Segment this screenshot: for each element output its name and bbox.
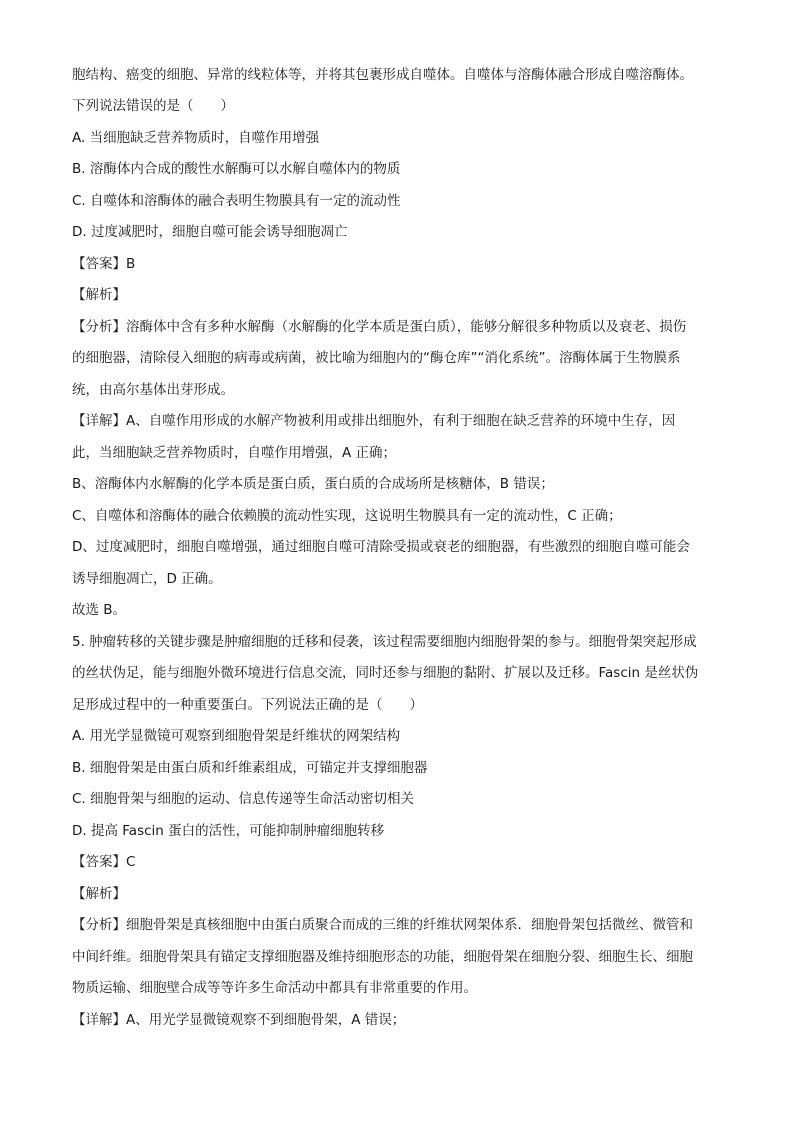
explanation-label: 【解析】	[72, 287, 126, 303]
option-c: C. 自噬体和溶酶体的融合表明生物膜具有一定的流动性	[72, 193, 401, 209]
detail-line: 诱导细胞凋亡，D 正确。	[72, 571, 222, 587]
question-stem: 下列说法错误的是（ ）	[72, 98, 234, 114]
detail-line: 【详解】A、用光学显微镜观察不到细胞骨架，A 错误；	[72, 1012, 406, 1028]
question-5-stem: 的丝状伪足，能与细胞外微环境进行信息交流，同时还参与细胞的黏附、扩展以及迁移。Fascin 是丝状伪	[72, 665, 699, 681]
answer-label: 【答案】C	[72, 854, 136, 870]
question-5-stem: 足形成过程中的一种重要蛋白。下列说法正确的是（ ）	[72, 697, 423, 713]
option-b: B. 溶酶体内合成的酸性水解酶可以水解自噬体内的物质	[72, 161, 401, 177]
answer-label: 【答案】B	[72, 256, 136, 272]
option-a: A. 用光学显微镜可观察到细胞骨架是纤维状的网架结构	[72, 728, 401, 744]
question-5-stem: 5. 肿瘤转移的关键步骤是肿瘤细胞的迁移和侵袭，该过程需要细胞内细胞骨架的参与。细胞骨架突起形成	[72, 634, 697, 650]
analysis-line: 中间纤维。细胞骨架具有锚定支撑细胞器及维持细胞形态的功能，细胞骨架在细胞分裂、细胞生长、细胞	[72, 949, 693, 965]
option-a: A. 当细胞缺乏营养物质时，自噬作用增强	[72, 130, 320, 146]
detail-line: 此，当细胞缺乏营养物质时，自噬作用增强，A 正确；	[72, 445, 397, 461]
analysis-line: 的细胞器，清除侵入细胞的病毒或病菌，被比喻为细胞内的“酶仓库”“消化系统”。溶酶体属于生物膜系	[72, 350, 681, 366]
analysis-line: 【分析】溶酶体中含有多种水解酶（水解酶的化学本质是蛋白质），能够分解很多种物质以及衰老、损伤	[72, 319, 687, 335]
analysis-line: 统，由高尔基体出芽形成。	[72, 382, 234, 398]
analysis-line: 物质运输、细胞壁合成等等许多生命活动中都具有非常重要的作用。	[72, 980, 477, 996]
option-b: B. 细胞骨架是由蛋白质和纤维素组成，可锚定并支撑细胞器	[72, 760, 428, 776]
explanation-label: 【解析】	[72, 886, 126, 902]
detail-line: D、过度减肥时，细胞自噬增强，通过细胞自噬可清除受损或衰老的细胞器，有些激烈的细胞自噬可能会	[72, 539, 690, 555]
option-c: C. 细胞骨架与细胞的运动、信息传递等生命活动密切相关	[72, 791, 415, 807]
detail-line: B、溶酶体内水解酶的化学本质是蛋白质，蛋白质的合成场所是核糖体，B 错误；	[72, 476, 554, 492]
text-line: 胞结构、癌变的细胞、异常的线粒体等，并将其包裹形成自噬体。自噬体与溶酶体融合形成自噬溶酶体。	[72, 67, 693, 83]
detail-line: C、自噬体和溶酶体的融合依赖膜的流动性实现，这说明生物膜具有一定的流动性，C 正确；	[72, 508, 622, 524]
option-d: D. 提高 Fascin 蛋白的活性，可能抑制肿瘤细胞转移	[72, 823, 385, 839]
option-d: D. 过度减肥时，细胞自噬可能会诱导细胞凋亡	[72, 224, 348, 240]
conclusion-line: 故选 B。	[72, 602, 127, 618]
analysis-line: 【分析】细胞骨架是真核细胞中由蛋白质聚合而成的三维的纤维状网架体系．细胞骨架包括微丝、微管和	[72, 917, 693, 933]
detail-line: 【详解】A、自噬作用形成的水解产物被利用或排出细胞外，有利于细胞在缺乏营养的环境中生存，因	[72, 413, 676, 429]
